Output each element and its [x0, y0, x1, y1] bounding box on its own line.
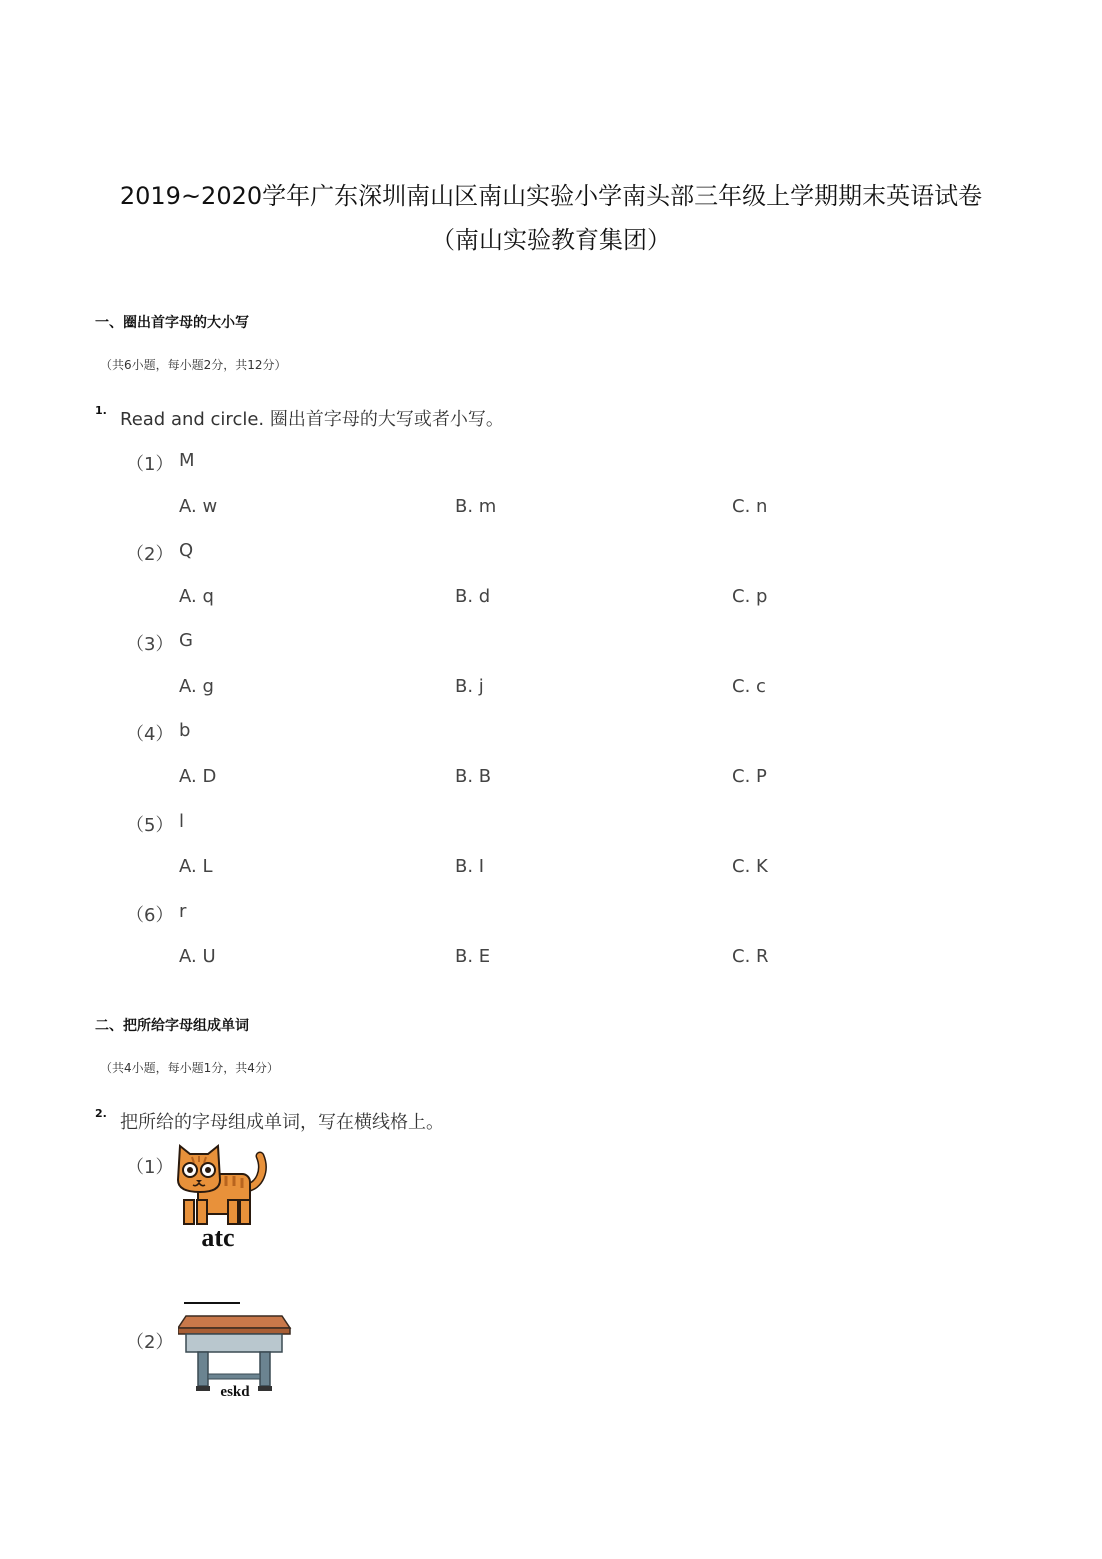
item-prompt: l — [179, 811, 185, 832]
option-b[interactable]: B. E — [455, 946, 491, 967]
option-b[interactable]: B. B — [455, 766, 492, 787]
option-b[interactable]: B. d — [455, 586, 491, 607]
item-number: （5） — [126, 815, 174, 836]
option-c[interactable]: C. p — [732, 586, 768, 607]
item-prompt: b — [179, 720, 191, 741]
option-a[interactable]: A. q — [179, 586, 214, 607]
item-prompt: r — [179, 901, 187, 922]
item-number: （1） — [126, 454, 174, 475]
item-prompt: M — [179, 450, 195, 471]
option-a[interactable]: A. w — [179, 496, 218, 517]
item-number: （6） — [126, 905, 174, 926]
option-c[interactable]: C. K — [732, 856, 768, 877]
option-a[interactable]: A. g — [179, 676, 214, 697]
item-number: （4） — [126, 724, 174, 745]
option-c[interactable]: C. c — [732, 676, 766, 697]
cat-icon — [176, 1140, 268, 1252]
title-line-2: （南山实验教育集团） — [431, 226, 671, 254]
question-2-number: 2. — [95, 1107, 107, 1120]
title-line-1: 2019~2020学年广东深圳南山区南山实验小学南头部三年级上学期期末英语试卷 — [119, 182, 983, 210]
item-number: （1） — [126, 1157, 174, 1178]
option-a[interactable]: A. U — [179, 946, 216, 967]
item-prompt: G — [179, 630, 193, 651]
option-a[interactable]: A. L — [179, 856, 213, 877]
option-c[interactable]: C. R — [732, 946, 769, 967]
item-number: （2） — [126, 544, 174, 565]
option-c[interactable]: C. n — [732, 496, 768, 517]
item-number: （3） — [126, 634, 174, 655]
option-c[interactable]: C. P — [732, 766, 767, 787]
section-1-heading: 一、圈出首字母的大小写 — [95, 315, 249, 331]
desk-word: eskd — [220, 1384, 250, 1400]
answer-line[interactable] — [184, 1302, 240, 1304]
option-a[interactable]: A. D — [179, 766, 217, 787]
option-b[interactable]: B. j — [455, 676, 484, 697]
question-1-text: Read and circle. 圈出首字母的大写或者小写。 — [120, 409, 504, 430]
item-number: （2） — [126, 1332, 174, 1353]
desk-icon — [178, 1312, 292, 1402]
section-2-heading: 二、把所给字母组成单词 — [95, 1018, 249, 1034]
section-2-note: （共4小题，每小题1分，共4分） — [100, 1061, 279, 1075]
item-prompt: Q — [179, 540, 194, 561]
question-2-text: 把所给的字母组成单词，写在横线格上。 — [120, 1112, 444, 1133]
question-1-number: 1. — [95, 404, 107, 417]
section-1-note: （共6小题，每小题2分，共12分） — [100, 358, 287, 372]
option-b[interactable]: B. m — [455, 496, 497, 517]
option-b[interactable]: B. I — [455, 856, 485, 877]
cat-word: atc — [201, 1223, 235, 1252]
